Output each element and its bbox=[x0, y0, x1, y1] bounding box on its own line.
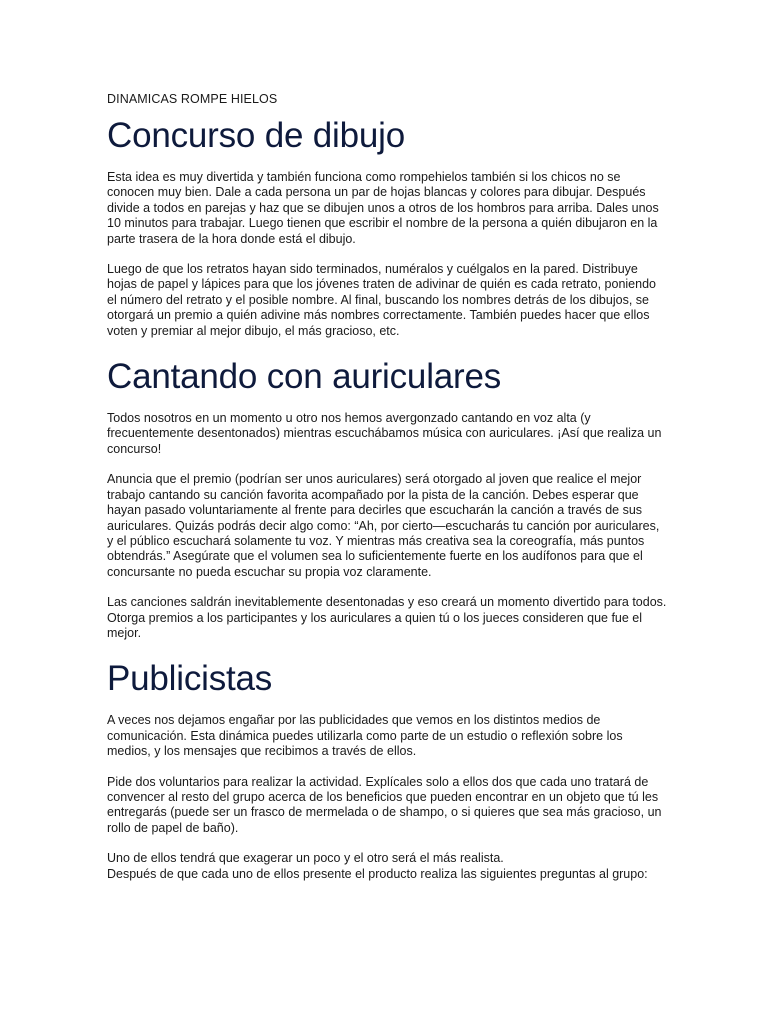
section-title: Cantando con auriculares bbox=[107, 357, 502, 397]
paragraph: Todos nosotros en un momento u otro nos hemos avergonzado cantando en voz alta (y frecuentemente desentonados) mientras escuchábamos música con auriculares. ¡Así que realiza un concurso! bbox=[107, 411, 662, 456]
section-title: Concurso de dibujo bbox=[107, 116, 405, 155]
paragraph: Luego de que los retratos hayan sido terminados, numéralos y cuélgalos en la pared. Distribuye hojas de papel y lápices para que los jóvenes traten de adivinar de quién es cada retrato, poniendo el número del retrato y el posible nombre. Al final, buscando los nombres detrás de los dibujos, se otorgará un premio a quién adivine más nombres correctamente. También puedes hacer que ellos voten y premiar al mejor dibujo, el más gracioso, etc. bbox=[107, 262, 656, 338]
paragraph: Las canciones saldrán inevitablemente desentonadas y eso creará un momento divertido para todos. Otorga premios a los participantes y los auriculares a quien tú o los jueces consideren que fue el mejor. bbox=[107, 595, 667, 640]
document-label: DINAMICAS ROMPE HIELOS bbox=[107, 92, 278, 106]
section-title: Publicistas bbox=[107, 659, 273, 699]
paragraph: Uno de ellos tendrá que exagerar un poco y el otro será el más realista. bbox=[107, 851, 504, 866]
paragraph: Esta idea es muy divertida y también funciona como rompehielos también si los chicos no se conocen muy bien. Dale a cada persona un par de hojas blancas y colores para dibujar. Después divide a todos en parejas y haz que se dibujen unos a otros de los hombros para arriba. Dales unos 10 minutos para trabajar. Luego tienen que escribir el nombre de la persona a quién dibujaron en la parte trasera de la hora donde está el dibujo. bbox=[107, 170, 659, 246]
paragraph: Anuncia que el premio (podrían ser unos auriculares) será otorgado al joven que realice el mejor trabajo cantando su canción favorita acompañado por la pista de la canción. Debes esperar que hayan pasado voluntariamente al frente para decirles que escucharán la canción a través de sus auriculares. Quizás podrás decir algo como: “Ah, por cierto—escucharás tu canción por auriculares, y el público escuchará solamente tu voz. Y mientras más creativa sea la coreografía, más puntos obtendrás.” Asegúrate que el volumen sea lo suficientemente fuerte en los audífonos para que el concursante no pueda escuchar su propia voz claramente. bbox=[107, 472, 660, 579]
paragraph: Pide dos voluntarios para realizar la actividad. Explícales solo a ellos dos que cada uno tratará de convencer al resto del grupo acerca de los beneficios que pueden encontrar en un objeto que tú les entregarás (puede ser un frasco de mermelada o de shampo, o si quieres que sea más gracioso, un rollo de papel de baño). bbox=[107, 774, 662, 835]
paragraph: Después de que cada uno de ellos presente el producto realiza las siguientes preguntas al grupo: bbox=[107, 866, 648, 881]
section-publicistas bbox=[107, 659, 668, 882]
section-cantando-con-auriculares bbox=[107, 357, 668, 641]
section-concurso-de-dibujo bbox=[107, 116, 668, 339]
paragraph: A veces nos dejamos engañar por las publicidades que vemos en los distintos medios de comunicación. Esta dinámica puedes utilizarla como parte de un estudio o reflexión sobre los medios, y los mensajes que recibimos a través de ellos. bbox=[107, 713, 623, 759]
